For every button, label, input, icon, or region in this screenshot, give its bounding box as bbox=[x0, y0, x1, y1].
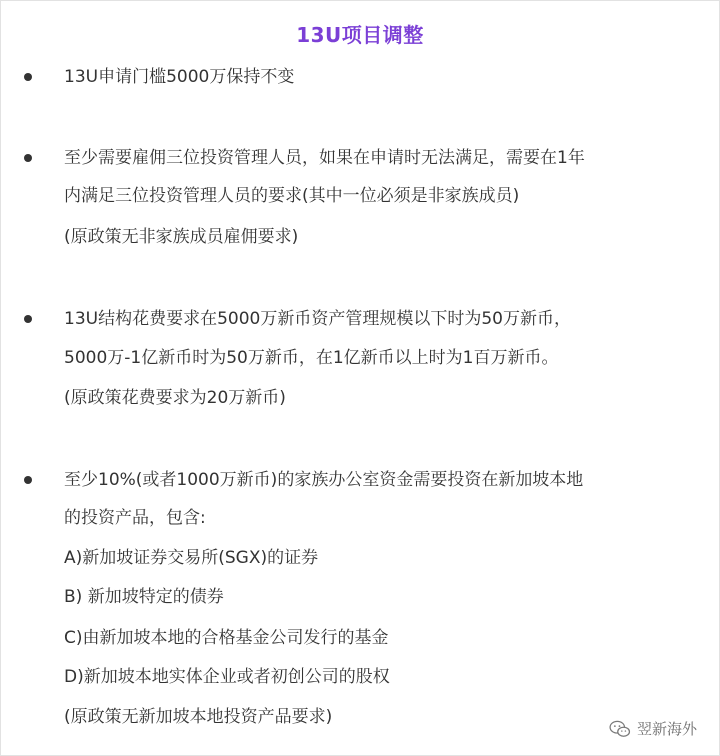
item-line: C)由新加坡本地的合格基金公司发行的基金 bbox=[64, 628, 389, 648]
watermark bbox=[609, 718, 697, 739]
bullet-icon bbox=[24, 154, 32, 162]
watermark-text: 翌新海外 bbox=[636, 720, 697, 738]
item-line: 13U申请门槛5000万保持不变 bbox=[64, 67, 295, 87]
item-line: 的投资产品，包含: bbox=[64, 508, 206, 528]
bullet-icon bbox=[24, 476, 32, 484]
item-line: 13U结构花费要求在5000万新币资产管理规模以下时为50万新币， bbox=[64, 309, 571, 329]
page-title: 13U项目调整 bbox=[296, 23, 424, 47]
item-line: 至少10%(或者1000万新币)的家族办公室资金需要投资在新加坡本地 bbox=[64, 470, 584, 490]
item-line: A)新加坡证券交易所(SGX)的证券 bbox=[64, 548, 319, 568]
item-line: 内满足三位投资管理人员的要求(其中一位必须是非家族成员) bbox=[64, 186, 520, 206]
item-line: (原政策无新加坡本地投资产品要求) bbox=[64, 707, 333, 727]
item-line: 5000万-1亿新币时为50万新币，在1亿新币以上时为1百万新币。 bbox=[64, 348, 559, 368]
item-line: (原政策花费要求为20万新币) bbox=[64, 388, 286, 408]
wechat-icon bbox=[609, 720, 631, 738]
bullet-icon bbox=[24, 73, 32, 81]
item-line: 至少需要雇佣三位投资管理人员，如果在申请时无法满足，需要在1年 bbox=[64, 148, 585, 168]
bullet-icon bbox=[24, 315, 32, 323]
item-line: D)新加坡本地实体企业或者初创公司的股权 bbox=[64, 667, 390, 687]
item-line: B) 新加坡特定的债券 bbox=[64, 587, 224, 607]
item-line: (原政策无非家族成员雇佣要求) bbox=[64, 227, 299, 247]
